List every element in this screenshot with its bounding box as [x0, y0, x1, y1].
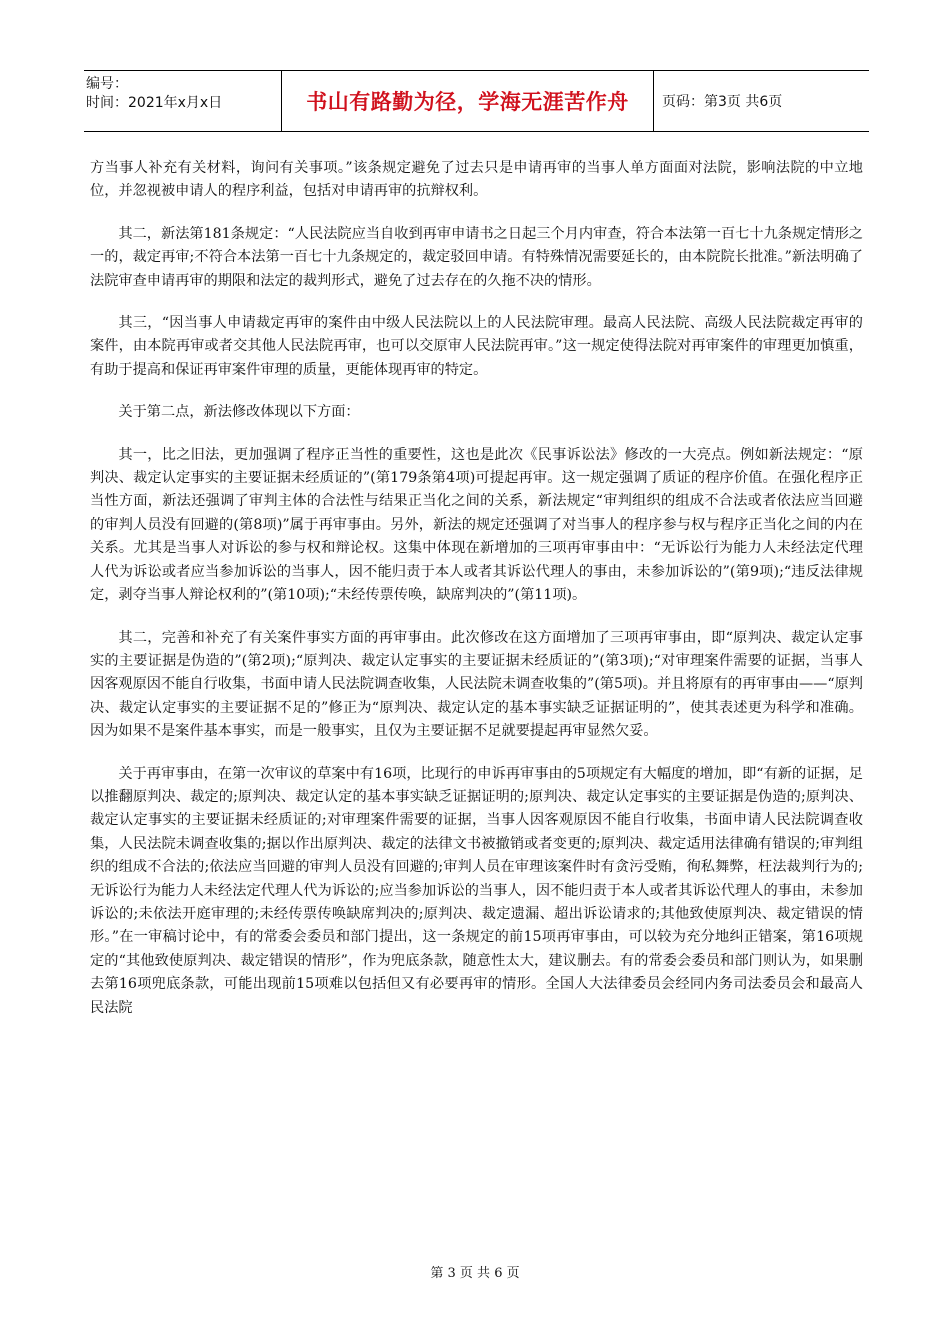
header-page-info: 页码：第3页 共6页	[662, 94, 783, 110]
paragraph-5: 其一，比之旧法，更加强调了程序正当性的重要性，这也是此次《民事诉讼法》修改的一大亮点。例如新法规定：“原判决、裁定认定事实的主要证据未经质证的”(第179条第4项)可提起再审。这一规定强调了质证的程序价值。在强化程序正当性方面，新法还强调了审判主体的合法性与结果正当化之间的关系，新法规定“审判组织的组成不合法或者依法应当回避的审判人员没有回避的(第8项)”属于再审事由。另外，新法的规定还强调了对当事人的程序参与权与程序正当化之间的内在关系。尤其是当事人对诉讼的参与权和辩论权。这集中体现在新增加的三项再审事由中：“无诉讼行为能力人未经法定代理人代为诉讼或者应当参加诉讼的当事人，因不能归责于本人或者其诉讼代理人的事由，未参加诉讼的”(第9项);“违反法律规定，剥夺当事人辩论权利的”(第10项);“未经传票传唤，缺席判决的”(第11项)。	[90, 446, 863, 604]
document-number-label: 编号：	[86, 76, 128, 92]
paragraph-7: 关于再审事由，在第一次审议的草案中有16项，比现行的申诉再审事由的5项规定有大幅度的增加，即“有新的证据，足以推翻原判决、裁定的;原判决、裁定认定的基本事实缺乏证据证明的;原判决、裁定认定事实的主要证据是伪造的;原判决、裁定认定事实的主要证据未经质证的;对审理案件需要的证据，当事人因客观原因不能自行收集，书面申请人民法院调查收集，人民法院未调查收集的;据以作出原判决、裁定的法律文书被撤销或者变更的;原判决、裁定适用法律确有错误的;审判组织的组成不合法的;依法应当回避的审判人员没有回避的;审判人员在审理该案件时有贪污受贿，徇私舞弊，枉法裁判行为的;无诉讼行为能力人未经法定代理人代为诉讼的;应当参加诉讼的当事人，因不能归责于本人或者其诉讼代理人的事由，未参加诉讼的;未依法开庭审理的;未经传票传唤缺席判决的;原判决、裁定遗漏、超出诉讼请求的;其他致使原判决、裁定错误的情形。”在一审稿讨论中，有的常委会委员和部门提出，这一条规定的前15项再审事由，可以较为充分地纠正错案，第16项规定的“其他致使原判决、裁定错误的情形”，作为兜底条款，随意性太大，建议删去。有的常委会委员和部门则认为，如果删去第16项兜底条款，可能出现前15项难以包括但又有必要再审的情形。全国人大法律委员会经同内务司法委员会和最高人民法院	[90, 765, 863, 1016]
page-header	[84, 70, 869, 132]
paragraph-3: 其三，“因当事人申请裁定再审的案件由中级人民法院以上的人民法院审理。最高人民法院、高级人民法院裁定再审的案件，由本院再审或者交其他人民法院再审，也可以交原审人民法院再审。”这一规定使得法院对再审案件的审理更加慎重，有助于提高和保证再审案件审理的质量，更能体现再审的特定。	[90, 315, 863, 378]
header-meta	[84, 71, 282, 131]
header-motto: 书山有路勤为径，学海无涯苦作舟	[282, 71, 654, 131]
document-body	[90, 157, 863, 1039]
paragraph-1: 方当事人补充有关材料，询问有关事项。”该条规定避免了过去只是申请再审的当事人单方面面对法院，影响法院的中立地位，并忽视被申请人的程序利益，包括对申请再审的抗辩权利。	[90, 160, 863, 200]
paragraph-2: 其二，新法第181条规定：“人民法院应当自收到再审申请书之日起三个月内审查，符合本法第一百七十九条规定情形之一的，裁定再审;不符合本法第一百七十九条规定的，裁定驳回申请。有特殊情况需要延长的，由本院院长批准。”新法明确了法院审查申请再审的期限和法定的裁判形式，避免了过去存在的久拖不决的情形。	[90, 225, 863, 289]
page-footer: 第 3 页 共 6 页	[430, 1266, 520, 1281]
paragraph-6: 其二，完善和补充了有关案件事实方面的再审事由。此次修改在这方面增加了三项再审事由，即“原判决、裁定认定事实的主要证据是伪造的”(第2项);“原判决、裁定认定事实的主要证据未经质证的”(第3项);“对审理案件需要的证据，当事人因客观原因不能自行收集，书面申请人民法院调查收集，人民法院未调查收集的”(第5项)。并且将原有的再审事由——“原判决、裁定认定事实的主要证据不足的”修正为“原判决、裁定认定的基本事实缺乏证据证明的”，使其表述更为科学和准确。因为如果不是案件基本事实，而是一般事实，且仅为主要证据不足就要提起再审显然欠妥。	[90, 629, 863, 740]
document-time: 时间：2021年x月x日	[86, 95, 223, 111]
paragraph-4: 关于第二点，新法修改体现以下方面：	[118, 404, 360, 421]
